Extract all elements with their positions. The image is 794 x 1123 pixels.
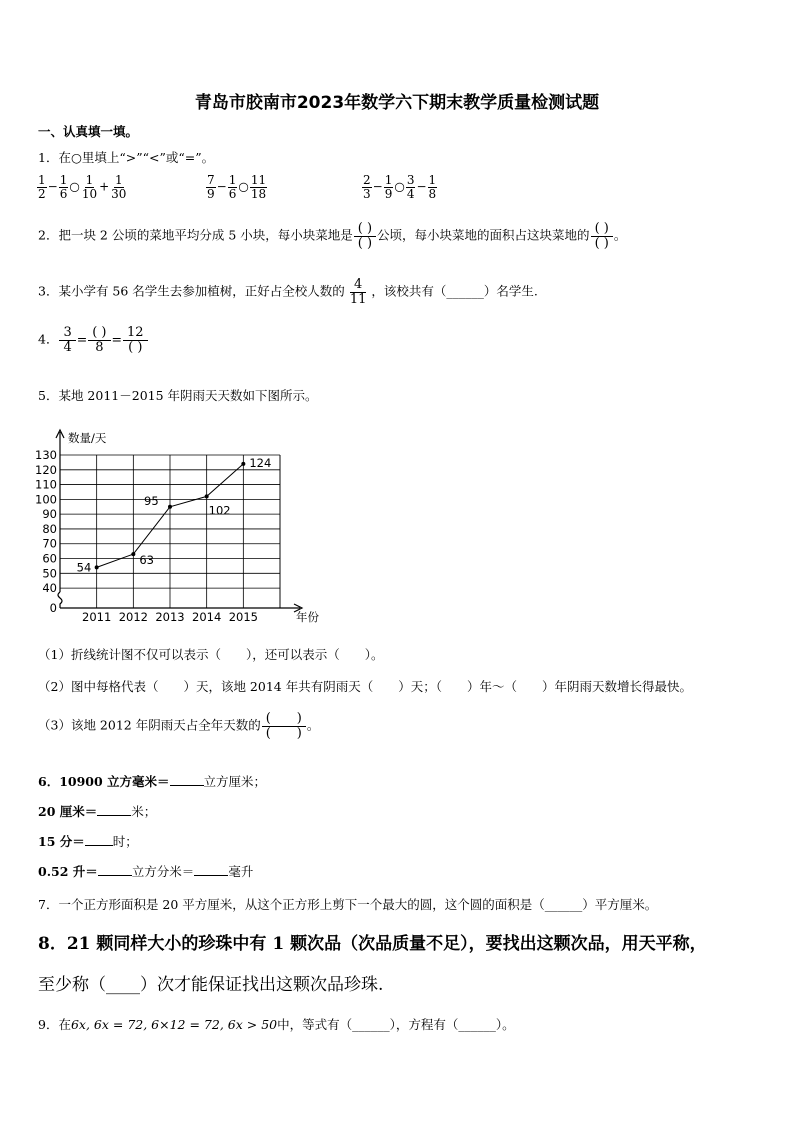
question-5-sub-3: （3）该地 2012 年阴雨天占全年天数的 $\frac{( )}{( )}$ 。 (38, 711, 320, 741)
x-tick-label: 2014 (192, 610, 222, 624)
y-tick-label: 100 (35, 492, 57, 507)
question-7: 7．一个正方形面积是 20 平方厘米，从这个正方形上剪下一个最大的圆，这个圆的面积是（______）平方厘米。 (38, 897, 658, 912)
fraction: $\frac{4}{11}$ (349, 277, 367, 307)
question-9: 9．在6x, 6x = 72, 6×12 = 72, 6x > 50中，等式有（______），方程有（______）。 (38, 1017, 515, 1032)
question-6-line-2: 20 厘米＝ 米； (38, 804, 157, 819)
question-5-label: 5．某地 2011－2015 年阴雨天天数如下图所示。 (38, 388, 318, 403)
fraction: $\frac{11}{18}$ (250, 173, 267, 201)
chart-grid (60, 455, 280, 608)
fraction: $\frac{1}{10}$ (81, 173, 98, 201)
answer-fraction[interactable]: $\frac{( )}{8}$ (88, 326, 110, 354)
data-label: 63 (139, 553, 154, 568)
data-point (205, 494, 209, 498)
x-tick-label: 2011 (82, 610, 112, 624)
answer-circle[interactable]: ○ (394, 179, 405, 194)
y-tick-label: 120 (35, 462, 57, 477)
question-2: 2．把一块 2 公顷的菜地平均分成 5 小块，每小块菜地是 $\frac{( )}{( )}$ 公顷，每小块菜地的面积占这块菜地的 $\frac{( )}{( )}$ 。 (38, 221, 627, 251)
y-tick-label: 70 (42, 536, 57, 551)
y-tick-label: 0 (49, 601, 57, 615)
question-5-sub-2: （2）图中每格代表（ ）天，该地 2014 年共有阴雨天（ ）天；（ ）年～（ ）年阴雨天数增长得最快。 (38, 679, 692, 694)
y-tick-label: 110 (35, 477, 57, 492)
fraction: $\frac{3}{4}$ (406, 173, 415, 201)
x-tick-label: 2015 (228, 610, 258, 624)
question-5-sub-1: （1）折线统计图不仅可以表示（ ），还可以表示（ ）。 (38, 647, 384, 662)
answer-blank[interactable] (170, 773, 204, 786)
chart-ticks (35, 448, 258, 624)
chart-xlabel: 年份 (296, 610, 319, 624)
question-6-line-4: 0.52 升＝ 立方分米＝ 毫升 (38, 864, 254, 879)
fraction: $\frac{3}{4}$ (59, 326, 75, 354)
answer-fraction[interactable]: $\frac{( )}{( )}$ (262, 712, 306, 740)
answer-blank[interactable] (85, 833, 113, 846)
data-point (241, 462, 245, 466)
y-tick-label: 50 (42, 566, 57, 581)
q1-expression-3: $\frac{2}{3}$ − $\frac{1}{9}$ ○ $\frac{3}{4}$ − $\frac{1}{8}$ (363, 173, 437, 201)
answer-fraction[interactable]: $\frac{( )}{( )}$ (591, 222, 613, 250)
q1-expression-1: $\frac{1}{2}$ − $\frac{1}{6}$ ○ $\frac{1}{10}$ + $\frac{1}{30}$ (38, 173, 127, 201)
line-chart (30, 424, 320, 634)
data-point (131, 552, 135, 556)
fraction: $\frac{1}{6}$ (59, 173, 68, 201)
x-tick-label: 2013 (155, 610, 185, 624)
x-tick-label: 2012 (118, 610, 148, 624)
fraction: $\frac{1}{6}$ (228, 173, 237, 201)
answer-circle[interactable]: ○ (69, 179, 80, 194)
section-heading: 一、认真填一填。 (38, 124, 139, 139)
answer-fraction[interactable]: $\frac{12}{( )}$ (123, 326, 148, 354)
y-tick-label: 130 (35, 448, 57, 462)
y-tick-label: 80 (42, 521, 57, 536)
question-3: 3．某小学有 56 名学生去参加植树，正好占全校人数的 $\frac{4}{11}$ ，该校共有（______）名学生. (38, 277, 538, 307)
question-4: 4． $\frac{3}{4}$ = $\frac{( )}{8}$ = $\frac{12}{( )}$ (38, 326, 149, 354)
question-1-label: 1．在○里填上“>”“<”或“=”。 (38, 150, 215, 165)
chart-ylabel: 数量/天 (68, 431, 107, 445)
answer-circle[interactable]: ○ (238, 179, 249, 194)
fraction: $\frac{1}{8}$ (428, 173, 437, 201)
y-tick-label: 40 (42, 581, 57, 596)
fraction: $\frac{7}{9}$ (207, 173, 215, 201)
question-6-line-3: 15 分＝ 时； (38, 834, 138, 849)
axis-break (58, 592, 62, 608)
q1-expression-2: $\frac{7}{9}$ − $\frac{1}{6}$ ○ $\frac{11}{18}$ (207, 173, 267, 201)
page-title: 青岛市胶南市2023年数学六下期末教学质量检测试题 (194, 93, 600, 113)
data-label: 124 (249, 455, 272, 470)
answer-blank[interactable] (98, 863, 132, 876)
data-point (168, 505, 172, 509)
data-label: 54 (76, 560, 92, 575)
data-point (95, 565, 99, 569)
data-label: 102 (208, 503, 231, 518)
chart-series (77, 456, 272, 575)
math-expressions: 6x, 6x = 72, 6×12 = 72, 6x > 50 (70, 1017, 278, 1032)
answer-fraction[interactable]: $\frac{( )}{( )}$ (354, 222, 376, 250)
fraction: $\frac{1}{9}$ (384, 173, 393, 201)
answer-blank[interactable] (194, 863, 228, 876)
question-6-line-1: 6．10900 立方毫米＝ 立方厘米； (38, 774, 267, 789)
question-8-line-1: 8．21 颗同样大小的珍珠中有 1 颗次品（次品质量不足），要找出这颗次品，用天平称， (38, 934, 707, 954)
fraction: $\frac{1}{30}$ (111, 173, 127, 201)
question-8-line-2: 至少称（____）次才能保证找出这颗次品珍珠. (38, 975, 384, 995)
data-label: 95 (144, 493, 159, 508)
y-tick-label: 60 (42, 551, 57, 566)
answer-blank[interactable] (97, 803, 131, 816)
y-tick-label: 90 (42, 507, 57, 522)
fraction: $\frac{2}{3}$ (363, 173, 371, 201)
fraction: $\frac{1}{2}$ (38, 173, 46, 201)
